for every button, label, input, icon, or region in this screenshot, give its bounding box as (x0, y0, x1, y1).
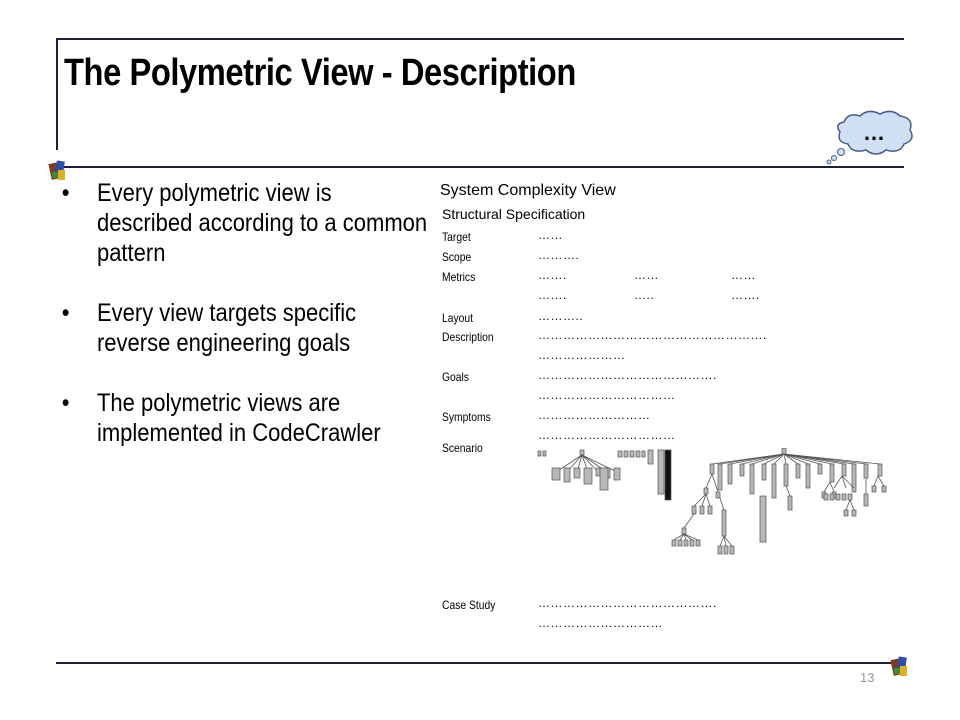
graph-node (864, 494, 868, 506)
graph-edge (786, 486, 790, 496)
graph-edge (846, 500, 850, 510)
bullet-dot: • (61, 389, 70, 417)
graph-node (708, 506, 712, 514)
spec-row-label: Goals (442, 370, 469, 384)
spec-row-value: ……. (731, 288, 760, 302)
graph-edge (784, 454, 880, 464)
graph-node (760, 496, 766, 542)
spec-row-value: ……………………………………. (538, 368, 717, 382)
spec-row-label: Description (442, 330, 494, 344)
graph-node (580, 450, 584, 455)
spec-row-value: ………………………… (538, 616, 663, 630)
graph-node (772, 464, 776, 498)
graph-node (830, 494, 834, 500)
bullet-item (60, 388, 431, 448)
graph-edge (834, 476, 842, 488)
spec-row-value: ……………………………………. (538, 596, 717, 610)
top-rule (56, 38, 904, 40)
graph-node (690, 540, 694, 546)
graph-node (724, 546, 728, 554)
thought-bubble-icon (824, 108, 916, 166)
graph-node (692, 506, 696, 514)
spec-row-value: ……. (538, 268, 567, 282)
graph-node (618, 451, 622, 457)
graph-node (818, 464, 822, 474)
spec-row-value: ………………… (538, 348, 626, 362)
graph-node (564, 468, 570, 482)
graph-node (552, 468, 560, 480)
graph-node (538, 451, 541, 456)
graph-node (596, 468, 600, 476)
spec-row-label: Metrics (442, 270, 476, 284)
graph-node (750, 464, 754, 494)
spec-row-value: …… (538, 228, 563, 242)
spec-row-label: Scenario (442, 441, 483, 455)
graph-node (648, 450, 653, 464)
graph-node (600, 468, 608, 490)
graph-node (718, 546, 722, 554)
graph-edge (878, 476, 884, 486)
graph-node (672, 540, 676, 546)
graph-edge (874, 476, 878, 486)
graph-edge (720, 536, 724, 546)
graph-node (882, 486, 886, 492)
graph-node (636, 451, 640, 457)
spec-row-value: ……. (538, 288, 567, 302)
graph-node (658, 450, 664, 494)
footer-rule (56, 662, 904, 664)
title-divider (56, 166, 904, 168)
bullet-dot: • (61, 299, 70, 327)
graph-node (728, 464, 732, 484)
graph-node (730, 546, 734, 554)
graph-node (864, 464, 868, 478)
bullet-list (60, 178, 440, 478)
graph-edge (830, 482, 834, 492)
spec-heading: System Complexity View (440, 182, 616, 199)
graph-node (788, 496, 792, 510)
spec-subheading: Structural Specification (442, 206, 586, 222)
graph-node (614, 468, 620, 480)
graph-node (806, 464, 810, 488)
graph-edge (824, 482, 830, 492)
graph-edge (674, 534, 684, 540)
graph-node (584, 468, 592, 484)
system-complexity-graph (534, 448, 904, 564)
spec-row-value: …………………………… (538, 428, 676, 442)
graph-node (848, 494, 852, 500)
codecrawler-logo-icon (890, 656, 910, 678)
bullet-text: Every view targets specific reverse engineering goals (96, 299, 357, 357)
bullet-item (60, 298, 431, 358)
graph-edge (712, 474, 718, 492)
spec-row-value: …… (634, 268, 659, 282)
graph-node (716, 492, 720, 498)
graph-node (704, 488, 708, 494)
graph-edge (684, 514, 694, 528)
slide-title: The Polymetric View - Description (64, 52, 576, 94)
graph-node (684, 540, 688, 546)
bullet-text: Every polymetric view is described according to a common pattern (96, 179, 428, 267)
graph-edge (706, 474, 712, 488)
graph-node (574, 468, 580, 478)
bullet-item (60, 178, 431, 268)
graph-node (678, 540, 682, 546)
thought-bubble-text: … (863, 120, 885, 145)
spec-row-value: ………. (538, 248, 580, 262)
graph-node (844, 510, 848, 516)
graph-node (842, 464, 846, 476)
spec-row-label: Layout (442, 311, 473, 325)
spec-row-label: Symptoms (442, 410, 491, 424)
page-number: 13 (860, 670, 875, 685)
graph-node (872, 486, 876, 492)
graph-node (722, 510, 726, 536)
graph-node (624, 451, 628, 457)
graph-node (543, 451, 546, 456)
graph-node (852, 510, 856, 516)
graph-node (682, 528, 686, 534)
graph-node (696, 540, 700, 546)
bullet-dot: • (61, 179, 70, 207)
spec-row-value: ………………………………………………. (538, 328, 767, 342)
bullet-text: The polymetric views are implemented in CodeCrawler (96, 389, 381, 447)
graph-node (700, 506, 704, 514)
graph-node (762, 464, 766, 480)
graph-node (630, 451, 634, 457)
graph-node (796, 464, 800, 478)
graph-node (836, 494, 840, 500)
spec-row-value: ……………………… (538, 408, 651, 422)
spec-row-label: Target (442, 230, 471, 244)
graph-edge (850, 500, 854, 510)
graph-node (782, 448, 786, 454)
graph-node (842, 494, 846, 500)
graph-edge (706, 494, 710, 506)
spec-row-value: ……….. (538, 309, 584, 323)
graph-node (665, 450, 671, 500)
graph-node (824, 494, 828, 500)
graph-node (878, 464, 882, 476)
spec-row-label: Scope (442, 250, 472, 264)
graph-node (784, 464, 788, 486)
graph-node (710, 464, 714, 474)
left-rule (56, 38, 58, 150)
graph-node (830, 464, 834, 482)
spec-row-value: …… (731, 268, 756, 282)
spec-row-value: …………………………… (538, 388, 676, 402)
graph-node (718, 464, 722, 490)
graph-node (642, 451, 645, 457)
spec-row-value: ….. (634, 288, 655, 302)
graph-edge (720, 498, 724, 510)
graph-node (740, 464, 744, 476)
spec-row-label: Case Study (442, 598, 496, 612)
